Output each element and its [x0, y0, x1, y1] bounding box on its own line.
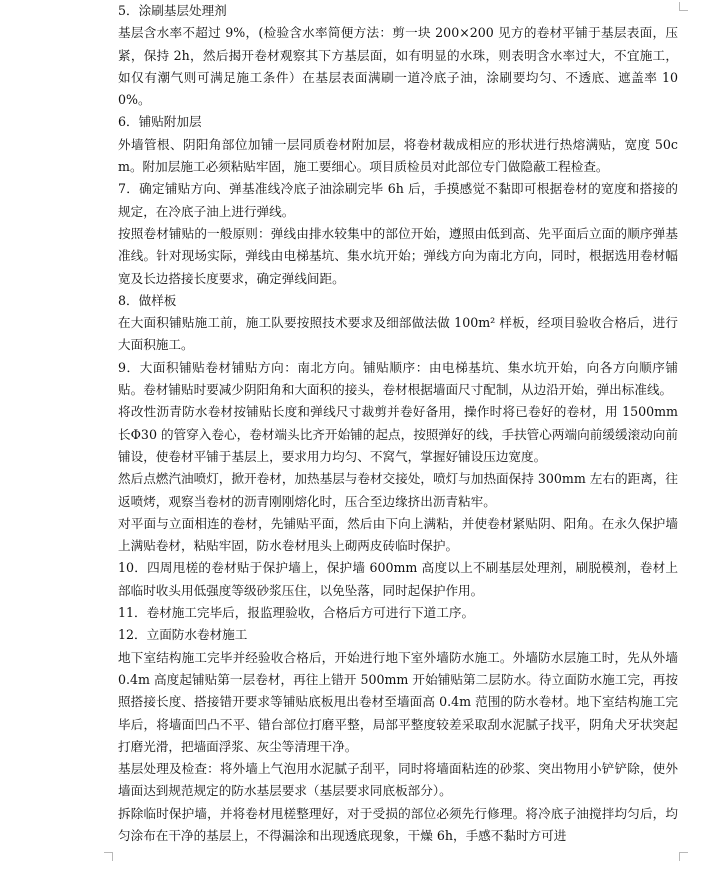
- page-corner-mark: [679, 852, 688, 861]
- heading-9: 9．大面积铺贴卷材铺贴方向：南北方向。铺贴顺序：由电梯基坑、集水坑开始，向各方向顺序铺贴。卷材铺贴时要减少阴阳角和大面积的接头，卷材根据墙面尺寸配制，从边沿开始，弹出标准线。: [118, 359, 678, 398]
- paragraph: 外墙管根、阴阳角部位加铺一层同质卷材附加层，将卷材裁成相应的形状进行热熔满贴，宽度 50cm。附加层施工必须粘贴牢固，施工要细心。项目质检员对此部位专门做隐蔽工程检查。: [118, 136, 678, 175]
- heading-11: 11．卷材施工完毕后，报监理验收，合格后方可进行下道工序。: [118, 605, 475, 621]
- heading-7: 7．确定铺贴方向、弹基准线冷底子油涂刷完毕 6h 后，手摸感觉不黏即可根据卷材的宽度和搭接的规定，在冷底子油上进行弹线。: [118, 181, 678, 219]
- page-corner-mark: [679, 2, 688, 11]
- heading-8: 8．做样板: [118, 292, 177, 308]
- heading-6: 6．铺贴附加层: [118, 114, 202, 130]
- paragraph: 地下室结构施工完毕并经验收合格后，开始进行地下室外墙防水施工。外墙防水层施工时，先从外墙 0.4m 高度起铺贴第一层卷材，再往上错开 500mm 开始铺贴第二层防水。待立面防水施工完，再按照搭接长度、搭接错开要求等铺贴底板甩出卷材至墙面高 0.4m 范围的防水卷材。地下室结构施工完毕后，将墙面凹凸不平、错台部位打磨平整，局部平整度较差采取刮水泥腻子找平，阴角犬牙状突起打磨光滑，把墙面浮浆、灰尘等清理干净。: [118, 649, 678, 754]
- heading-5: 5．涂刷基层处理剂: [118, 3, 227, 18]
- page-corner-mark: [104, 852, 113, 861]
- paragraph: 然后点燃汽油喷灯，掀开卷材，加热基层与卷材交接处，喷灯与加热面保持 300mm 左右的距离，往返喷烤，观察当卷材的沥青刚刚熔化时，压合至边缘挤出沥青粘牢。: [118, 471, 678, 509]
- paragraph: 基层含水率不超过 9%，(检验含水率简便方法：剪一块 200×200 见方的卷材平铺于基层表面，压紧，保持 2h，然后揭开卷材观察其下方基层面，如有明显的水珠，则表明含水率过大，不宜施工，如仅有潮气则可满足施工条件）在基层表面满刷一道冷底子油，涂刷要均匀、不透底、遮盖率 100%。: [118, 25, 678, 108]
- paragraph: 基层处理及检查：将外墙上气泡用水泥腻子刮平，同时将墙面粘连的砂浆、突出物用小铲铲除，使外墙面达到规范规定的防水基层要求（基层要求同底板部分）。: [118, 761, 678, 799]
- heading-12: 12．立面防水卷材施工: [118, 627, 248, 643]
- document-body: [118, 0, 678, 847]
- paragraph: 按照卷材铺贴的一般原则：弹线由排水较集中的部位开始，遵照由低到高、先平面后立面的顺序弹基准线。针对现场实际，弹线由电梯基坑、集水坑开始；弹线方向为南北方向，同时，根据选用卷材幅宽及长边搭接长度要求，确定弹线间距。: [118, 225, 678, 286]
- paragraph: 拆除临时保护墙，并将卷材甩槎整理好，对于受损的部位必须先行修理。将冷底子油搅拌均匀后，均匀涂布在干净的基层上，不得漏涂和出现透底现象，干燥 6h，手感不黏时方可进: [118, 805, 678, 843]
- paragraph: 对平面与立面相连的卷材，先铺贴平面，然后由下向上满粘，并使卷材紧贴阴、阳角。在永久保护墙上满贴卷材，粘贴牢固，防水卷材甩头上砌两皮砖临时保护。: [118, 515, 678, 554]
- paragraph: 在大面积铺贴施工前，施工队要按照技术要求及细部做法做 100m² 样板，经项目验收合格后，进行大面积施工。: [118, 315, 678, 353]
- paragraph: 将改性沥青防水卷材按铺贴长度和弹线尺寸裁剪并卷好备用，操作时将已卷好的卷材，用 1500mm 长Φ30 的管穿入卷心，卷材端头比齐开始铺的起点，按照弹好的线，手扶管心两端向前缓缓滚动向前铺设，使卷材平铺于基层上，要求用力均匀、不窝气，掌握好铺设压边宽度。: [118, 404, 678, 464]
- heading-10: 10．四周甩槎的卷材贴于保护墙上，保护墙 600mm 高度以上不刷基层处理剂，刷脱模剂，卷材上部临时收头用低强度等级砂浆压住，以免坠落，同时起保护作用。: [118, 560, 678, 598]
